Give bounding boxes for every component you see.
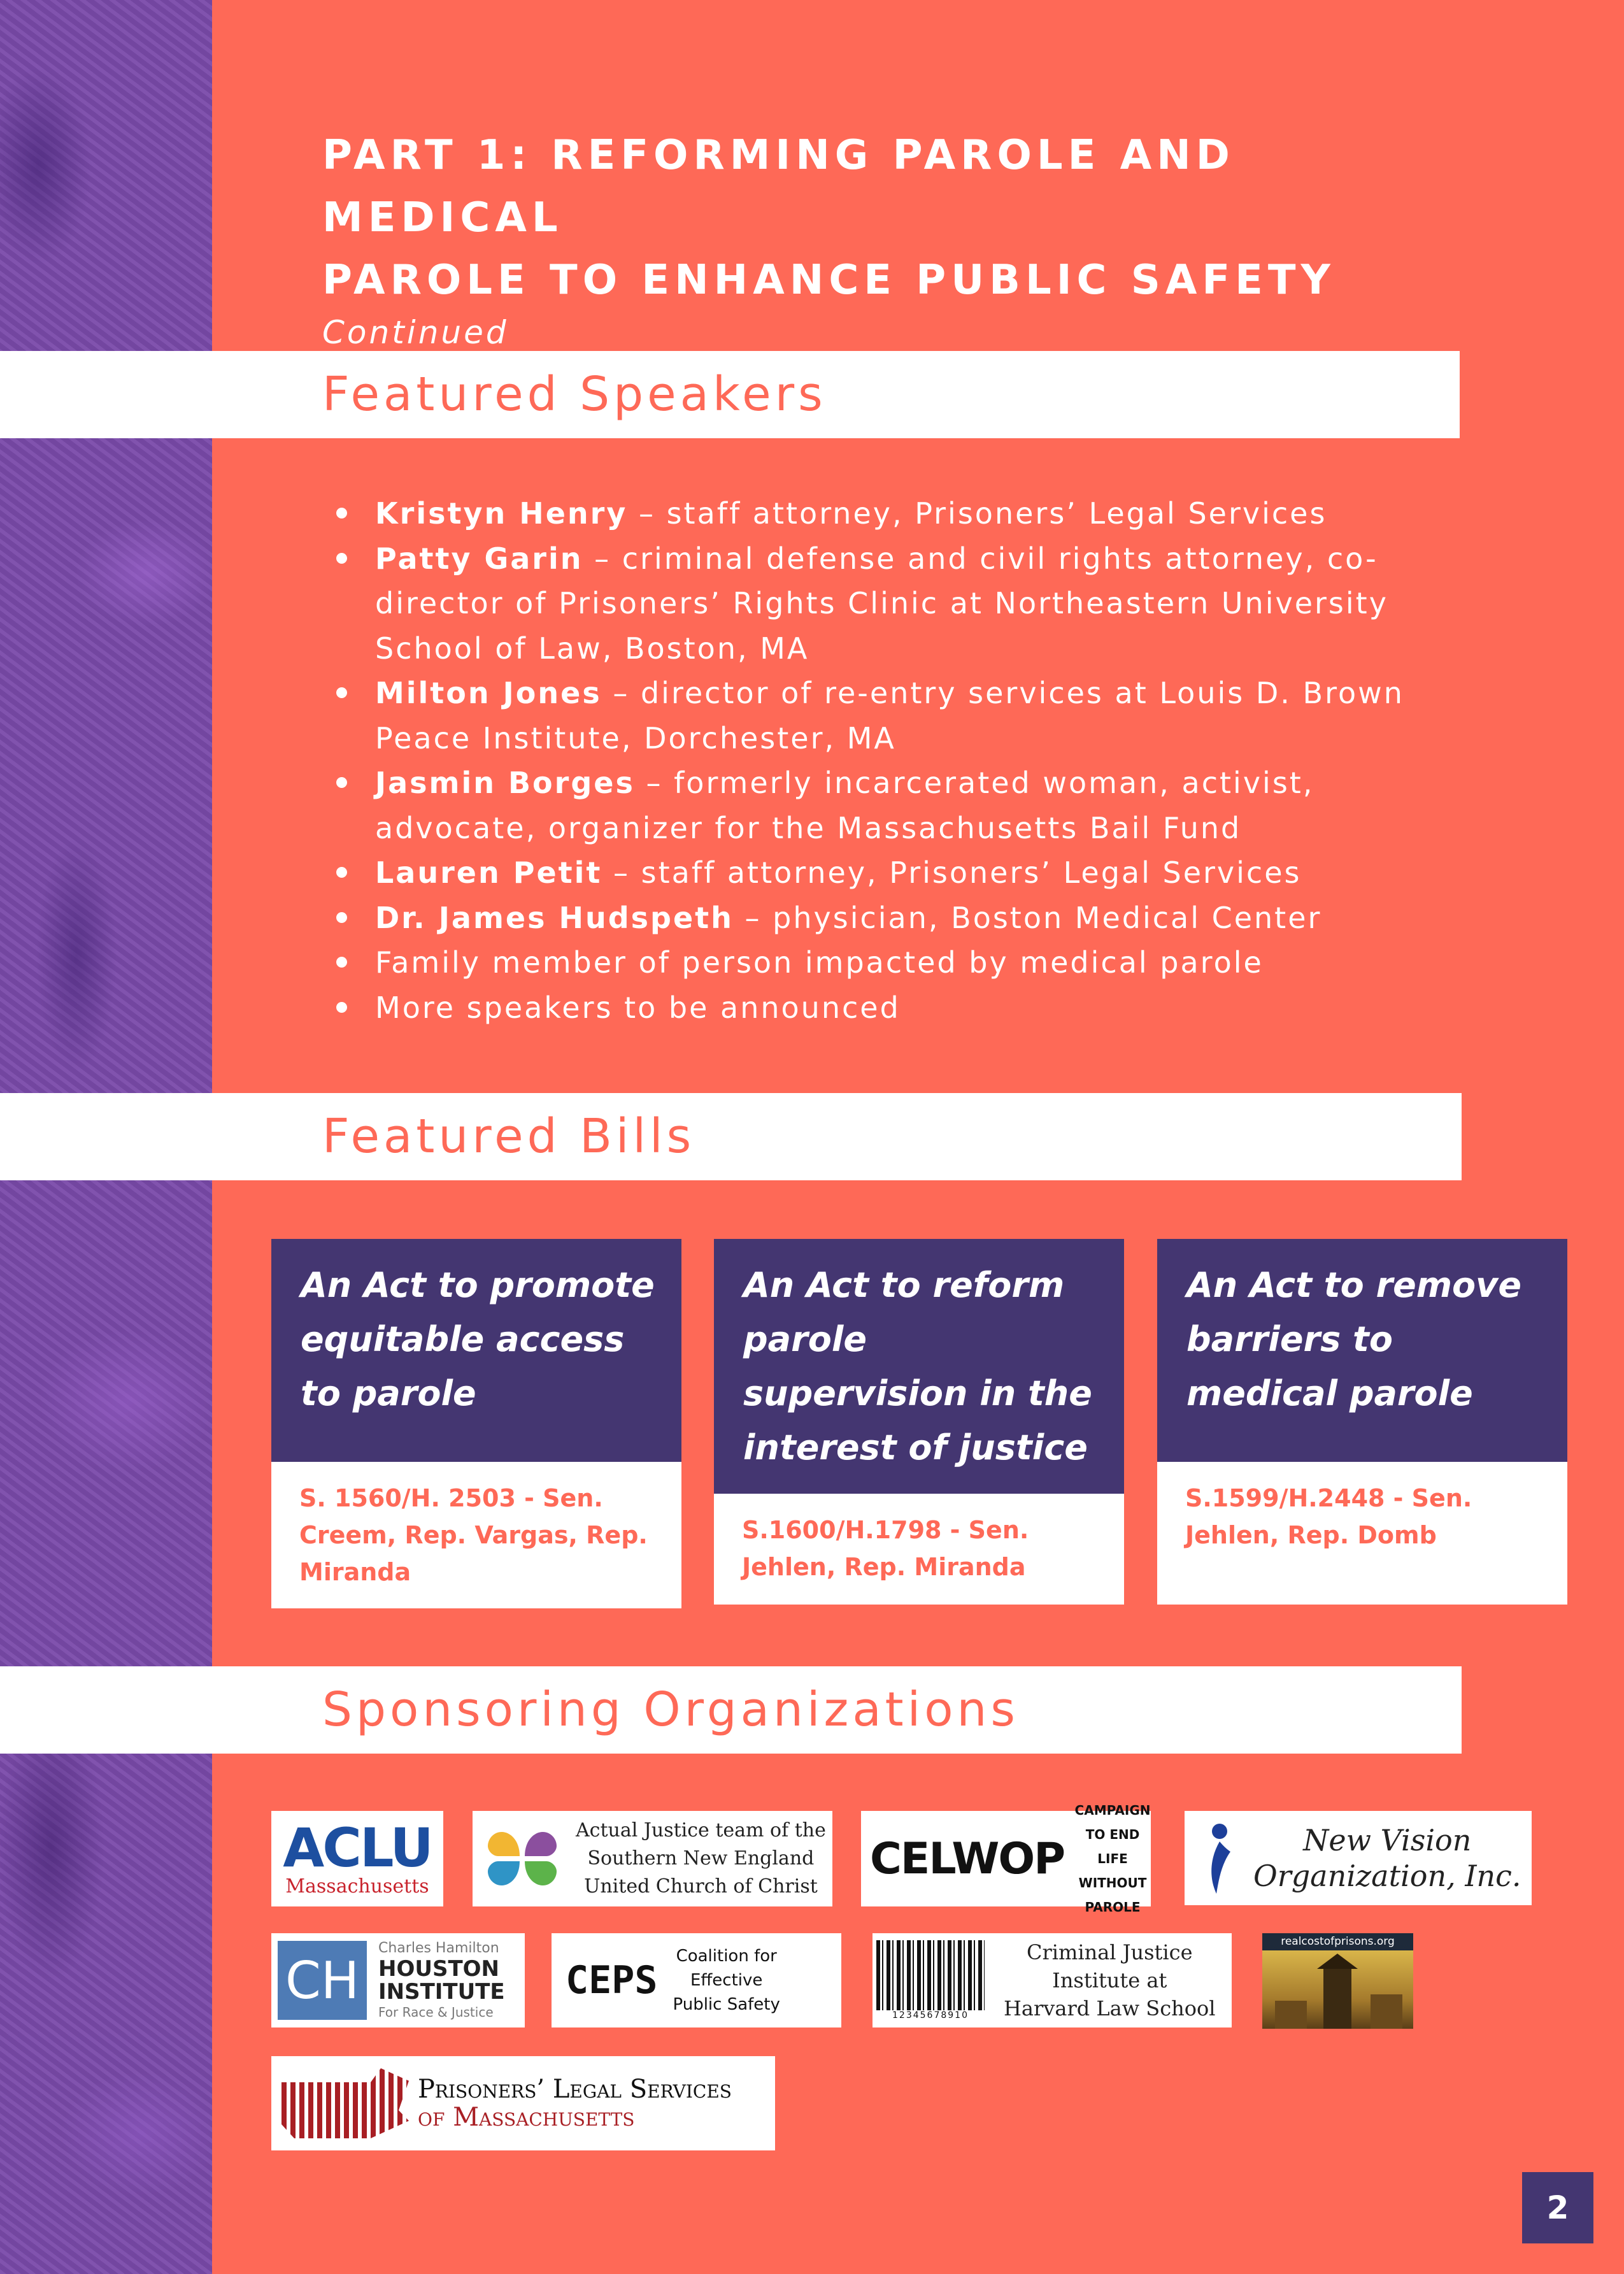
ceps-logo xyxy=(552,1933,841,2027)
page-number: 2 xyxy=(1522,2172,1593,2243)
new-vision-logo xyxy=(1185,1811,1532,1905)
speakers-list xyxy=(334,491,1430,1030)
bill-reference: S. 1560/H. 2503 - Sen. Creem, Rep. Vargas, Rep. Miranda xyxy=(299,1484,648,1586)
speaker-description: Family member of person impacted by medical parole xyxy=(375,945,1264,980)
houston-mark: CH xyxy=(278,1941,367,2020)
barcode-digits: 12345678910 xyxy=(892,2010,969,2020)
speaker-name: Patty Garin xyxy=(375,541,583,576)
speaker-description: – physician, Boston Medical Center xyxy=(733,900,1322,935)
bullet-icon xyxy=(336,687,347,698)
aclu-mark: ACLU xyxy=(283,1817,432,1879)
speaker-description: More speakers to be announced xyxy=(375,990,901,1025)
barcode-icon xyxy=(876,1940,985,2020)
ceps-mark: CEPS xyxy=(566,1958,658,2003)
sponsors-section-band xyxy=(0,1666,1462,1754)
speaker-description: – criminal defense and civil rights attorney, co-director of Prisoners’ Rights Clinic at Northeastern University School of Law, Boston, MA xyxy=(375,541,1388,666)
realcost-url: realcostofprisons.org xyxy=(1281,1935,1395,1948)
figure-icon xyxy=(1197,1820,1242,1896)
speaker-description: – formerly incarcerated woman, activist, advocate, organizer for the Massachusetts Bail Fund xyxy=(375,766,1314,845)
celwop-text: CAMPAIGN TO END LIFE WITHOUT PAROLE xyxy=(1074,1803,1151,1915)
bullet-icon xyxy=(336,553,347,564)
speaker-item xyxy=(334,491,1430,536)
ucc-logo xyxy=(473,1811,832,1906)
bullet-icon xyxy=(336,1002,347,1013)
new-vision-text: New Vision Organization, Inc. xyxy=(1253,1823,1521,1893)
speaker-description: – director of re-entry services at Louis D. Brown Peace Institute, Dorchester, MA xyxy=(375,676,1404,755)
speaker-item xyxy=(334,850,1430,896)
ucc-text: Actual Justice team of the Southern New England United Church of Christ xyxy=(576,1819,826,1898)
bullet-icon xyxy=(336,508,347,518)
speaker-description: – staff attorney, Prisoners’ Legal Services xyxy=(627,496,1327,531)
speaker-name: Kristyn Henry xyxy=(375,496,628,531)
aclu-subtitle: Massachusetts xyxy=(285,1875,429,1898)
speaker-item xyxy=(334,536,1430,671)
ceps-text: Coalition for Effective Public Safety xyxy=(673,1947,780,2014)
page-header xyxy=(322,124,1405,351)
speaker-name: Milton Jones xyxy=(375,676,602,710)
speaker-item xyxy=(334,761,1430,850)
massachusetts-map-icon xyxy=(281,2068,409,2138)
bullet-icon xyxy=(336,957,347,968)
speaker-name: Lauren Petit xyxy=(375,855,602,890)
prisoners-legal-services-logo xyxy=(271,2056,775,2150)
criminal-justice-institute-logo xyxy=(873,1933,1232,2027)
bill-title: An Act to reform parole supervision in the interest of justice xyxy=(714,1239,1124,1494)
speakers-section-band xyxy=(0,351,1460,438)
houston-institute-logo xyxy=(271,1933,525,2027)
bill-card xyxy=(271,1239,681,1608)
speaker-item xyxy=(334,671,1430,761)
speakers-section-title: Featured Speakers xyxy=(322,367,827,422)
bullet-icon xyxy=(336,867,347,878)
celwop-logo xyxy=(861,1803,1151,1915)
cj-institute-text: Criminal Justice Institute at Harvard Law School xyxy=(1004,1940,1216,2020)
aclu-logo xyxy=(271,1811,443,1906)
prison-tower-icon xyxy=(1262,1950,1413,2029)
pls-text: Prisoners’ Legal Services of Massachusetts xyxy=(418,2075,732,2132)
page-title: PART 1: REFORMING PAROLE AND MEDICAL PAROLE TO ENHANCE PUBLIC SAFETY xyxy=(322,132,1336,304)
ucc-heart-icon xyxy=(484,1820,560,1897)
bill-card xyxy=(714,1239,1124,1605)
bill-reference: S.1600/H.1798 - Sen. Jehlen, Rep. Miranda xyxy=(742,1516,1029,1581)
sponsors-section-title: Sponsoring Organizations xyxy=(322,1682,1019,1737)
bills-section-title: Featured Bills xyxy=(322,1109,695,1164)
bill-reference: S.1599/H.2448 - Sen. Jehlen, Rep. Domb xyxy=(1185,1484,1472,1549)
speaker-item xyxy=(334,940,1430,985)
page-subtitle: Continued xyxy=(322,314,509,351)
bills-section-band xyxy=(0,1093,1462,1180)
realcost-logo xyxy=(1262,1933,1413,2029)
bill-title: An Act to remove barriers to medical parole xyxy=(1157,1239,1567,1462)
celwop-mark: CELWOP xyxy=(870,1833,1065,1884)
bullet-icon xyxy=(336,777,347,788)
houston-text: Charles Hamilton HOUSTON INSTITUTE For Race & Justice xyxy=(378,1940,505,2020)
bill-card xyxy=(1157,1239,1567,1605)
speaker-name: Jasmin Borges xyxy=(375,766,635,800)
bullet-icon xyxy=(336,912,347,923)
speaker-item xyxy=(334,985,1430,1031)
speaker-name: Dr. James Hudspeth xyxy=(375,900,734,935)
speaker-item xyxy=(334,896,1430,941)
speaker-description: – staff attorney, Prisoners’ Legal Services xyxy=(602,855,1302,890)
bill-title: An Act to promote equitable access to parole xyxy=(271,1239,681,1462)
